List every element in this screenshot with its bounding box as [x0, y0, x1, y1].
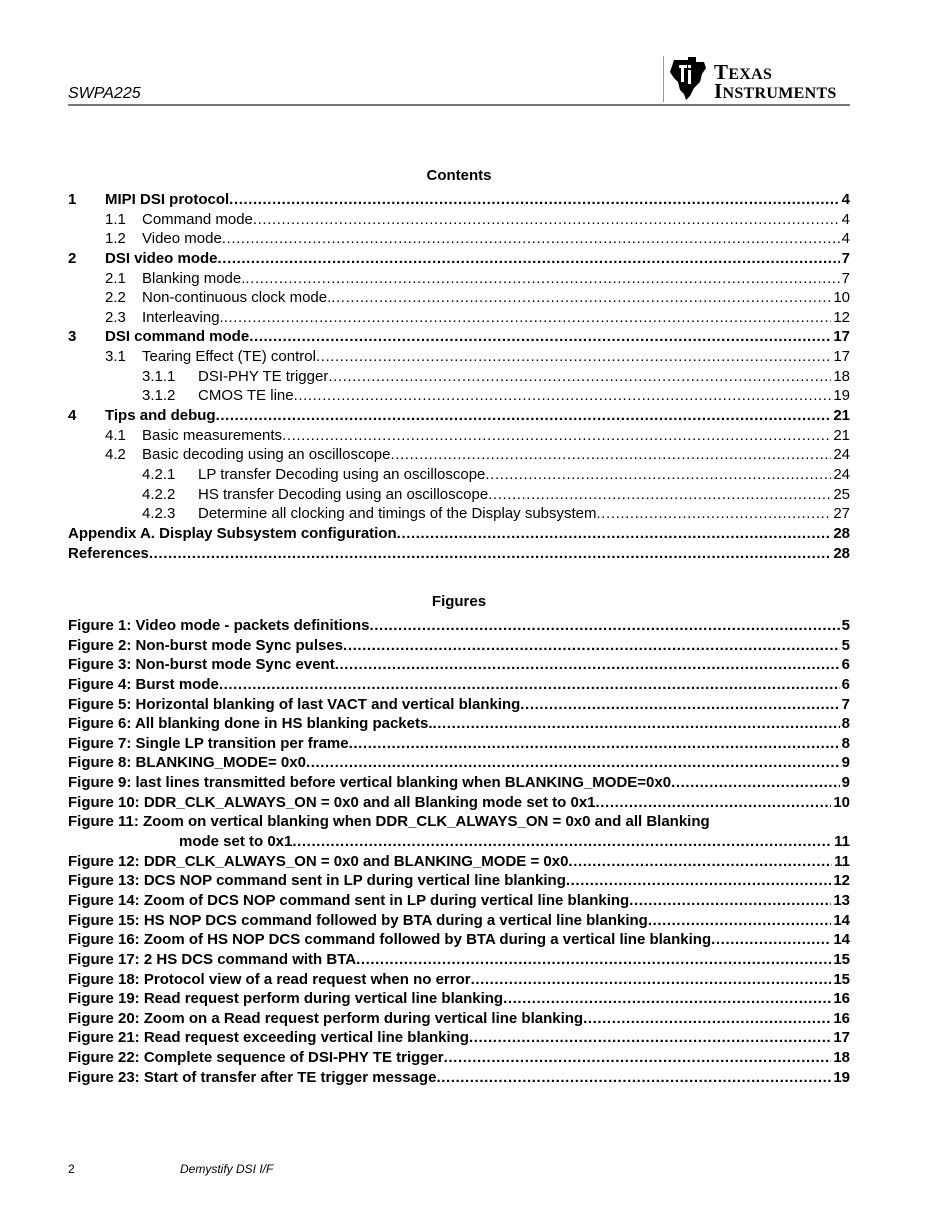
toc-entry-page: 25 [833, 485, 850, 503]
figure-entry-label: Figure 14: Zoom of DCS NOP command sent in LP during vertical line blanking [68, 891, 630, 909]
toc-entry[interactable] [68, 407, 850, 427]
toc-entry[interactable] [68, 446, 850, 466]
figure-entry-page: 11 [834, 833, 850, 851]
toc-entry[interactable] [68, 525, 850, 545]
figure-entry[interactable] [68, 990, 850, 1010]
toc-entry-number: 4 [68, 407, 77, 425]
toc-entry[interactable] [68, 270, 850, 290]
figure-entry-label: Figure 17: 2 HS DCS command with BTA [68, 950, 357, 968]
toc-entry-label: Interleaving. [142, 308, 224, 326]
figure-entry-page: 14 [833, 931, 850, 949]
figure-entry-label: Figure 3: Non-burst mode Sync event [68, 656, 335, 674]
toc-entry[interactable] [68, 368, 850, 388]
dot-leader [245, 270, 839, 287]
toc-entry[interactable] [68, 309, 850, 329]
toc-entry[interactable] [68, 545, 850, 565]
figure-entry[interactable] [68, 1069, 850, 1089]
dot-leader [648, 912, 831, 929]
figure-entry-label: Figure 4: Burst mode [68, 675, 219, 693]
toc-entry-number: 3 [68, 328, 77, 346]
toc-entry-label: LP transfer Decoding using an oscilloscope [198, 465, 486, 483]
dot-leader [229, 191, 839, 208]
figure-entry-label: Figure 11: Zoom on vertical blanking when DDR_CLK_ALWAYS_ON = 0x0 and all Blanking [68, 813, 710, 831]
dot-leader [218, 250, 840, 267]
figure-entry[interactable] [68, 872, 850, 892]
dot-leader [349, 735, 840, 752]
dot-leader [306, 754, 840, 771]
toc-entry-label: Basic measurements [142, 426, 283, 444]
dot-leader [216, 407, 832, 424]
toc-entry-label: Basic decoding using an oscilloscope [142, 446, 391, 464]
figure-entry-label: Figure 2: Non-burst mode Sync pulses [68, 636, 344, 654]
toc-entry-number: 3.1.2 [142, 387, 176, 405]
figure-entry-label: Figure 7: Single LP transition per frame [68, 734, 349, 752]
ti-logo [663, 56, 848, 102]
figure-entry-page: 14 [833, 911, 850, 929]
dot-leader [397, 525, 832, 542]
toc-entry-number: 2.3 [105, 308, 126, 326]
toc-entry-label: DSI video mode [105, 249, 218, 267]
dot-leader [356, 951, 831, 968]
header-rule [68, 104, 850, 106]
figure-entry-label: Figure 5: Horizontal blanking of last VACT and vertical blanking [68, 695, 521, 713]
figure-entry-label: Figure 21: Read request exceeding vertical line blanking [68, 1029, 469, 1047]
table-of-contents [68, 191, 850, 564]
toc-entry-label: MIPI DSI protocol [105, 191, 230, 208]
toc-entry-number: 2.2 [105, 289, 126, 307]
toc-entry-page: 4 [841, 191, 850, 208]
toc-entry[interactable] [68, 427, 850, 447]
dot-leader [629, 892, 831, 909]
toc-entry-label: HS transfer Decoding using an oscilloscope [198, 485, 489, 503]
figure-entry-label: Figure 20: Zoom on a Read request perform during vertical line blanking [68, 1009, 584, 1027]
toc-entry-number: 1.2 [105, 230, 126, 248]
toc-entry-number: 4.2 [105, 446, 126, 464]
figure-entry[interactable] [68, 715, 850, 735]
toc-entry-page: 19 [833, 387, 850, 405]
dot-leader [469, 1029, 831, 1046]
toc-entry-label: Tearing Effect (TE) control [142, 348, 316, 366]
dot-leader [391, 446, 832, 463]
figure-entry[interactable] [68, 617, 850, 637]
figure-entry-label: Figure 15: HS NOP DCS command followed by BTA during a vertical line blanking [68, 911, 648, 929]
toc-entry-number: 2 [68, 249, 77, 267]
toc-entry-page: 7 [841, 269, 850, 287]
toc-entry[interactable] [68, 466, 850, 486]
dot-leader [444, 1049, 832, 1066]
figure-entry-page: 10 [833, 793, 850, 811]
toc-entry-page: 18 [833, 367, 850, 385]
dot-leader [583, 1010, 831, 1027]
figure-entry-page: 11 [834, 852, 850, 870]
figure-entry[interactable] [68, 676, 850, 696]
dot-leader [485, 466, 831, 483]
toc-entry-number: 1 [68, 191, 77, 208]
figure-entry[interactable] [68, 853, 850, 873]
toc-entry[interactable] [68, 230, 850, 250]
dot-leader [292, 833, 832, 850]
figure-entry-page: 17 [833, 1029, 850, 1047]
toc-entry-label: Appendix A. Display Subsystem configuration [68, 524, 397, 542]
figure-entry-page: 12 [833, 872, 850, 890]
toc-entry-label: Determine all clocking and timings of the Display subsystem [198, 505, 597, 523]
footer-page-number: 2 [68, 1162, 75, 1176]
figure-entry-page: 6 [841, 675, 850, 693]
figure-entry-label-continued: mode set to 0x1 [179, 833, 293, 851]
dot-leader [222, 230, 840, 247]
dot-leader [328, 368, 831, 385]
toc-entry-label: DSI command mode [105, 328, 250, 346]
figure-entry-page: 5 [841, 636, 850, 654]
dot-leader [224, 309, 832, 326]
footer-doc-title: Demystify DSI I/F [180, 1162, 274, 1176]
figure-entry-label: Figure 6: All blanking done in HS blanking packets. [68, 715, 433, 733]
figure-entry[interactable] [68, 1029, 850, 1049]
figure-entry-page: 19 [833, 1068, 850, 1086]
figure-entry[interactable] [68, 1010, 850, 1030]
figure-entry-page: 15 [833, 950, 850, 968]
toc-entry-label: Video mode [142, 230, 222, 248]
toc-entry-number: 3.1.1 [142, 367, 176, 385]
figure-entry-page: 9 [841, 754, 850, 772]
figure-entry-page: 15 [833, 970, 850, 988]
figure-entry[interactable] [68, 637, 850, 657]
toc-entry-number: 2.1 [105, 269, 126, 287]
toc-entry[interactable] [68, 486, 850, 506]
figure-entry-label: Figure 23: Start of transfer after TE trigger message [68, 1068, 437, 1086]
dot-leader [566, 872, 831, 889]
figure-entry-page: 7 [841, 695, 850, 713]
toc-entry-page: 21 [833, 407, 850, 425]
figure-entry-page: 9 [841, 774, 850, 792]
toc-entry-page: 24 [833, 446, 850, 464]
toc-entry[interactable] [68, 191, 850, 211]
figure-entry-page: 16 [833, 990, 850, 1008]
figure-entry[interactable] [68, 696, 850, 716]
figure-entry[interactable] [68, 813, 850, 852]
figure-entry-page: 16 [833, 1009, 850, 1027]
dot-leader [711, 931, 831, 948]
dot-leader [597, 505, 832, 522]
toc-entry-label: Tips and debug [105, 407, 216, 425]
toc-entry-page: 17 [833, 328, 850, 346]
dot-leader [219, 676, 840, 693]
toc-entry-number: 1.1 [105, 210, 126, 228]
dot-leader [503, 990, 831, 1007]
document-id: SWPA225 [68, 85, 141, 102]
toc-entry-page: 4 [841, 210, 850, 228]
figure-entry-label: Figure 10: DDR_CLK_ALWAYS_ON = 0x0 and all Blanking mode set to 0x1 [68, 793, 596, 811]
dot-leader [294, 387, 832, 404]
toc-entry[interactable] [68, 211, 850, 231]
toc-entry-number: 3.1 [105, 348, 126, 366]
toc-entry[interactable] [68, 348, 850, 368]
dot-leader [249, 328, 831, 345]
toc-entry-number: 4.2.2 [142, 485, 176, 503]
dot-leader [488, 486, 831, 503]
dot-leader [596, 794, 832, 811]
toc-entry-page: 17 [833, 348, 850, 366]
figure-entry[interactable] [68, 951, 850, 971]
figures-title: Figures [431, 593, 487, 610]
figure-entry[interactable] [68, 892, 850, 912]
dot-leader [316, 348, 831, 365]
toc-entry-label: References [68, 544, 149, 562]
dot-leader [149, 545, 831, 562]
figure-entry-label: Figure 12: DDR_CLK_ALWAYS_ON = 0x0 and BLANKING_MODE = 0x0 [68, 852, 569, 870]
figure-entry-page: 8 [841, 734, 850, 752]
figure-entry-label: Figure 19: Read request perform during vertical line blanking [68, 990, 504, 1008]
figure-entry[interactable] [68, 971, 850, 991]
figure-entry-label: Figure 1: Video mode - packets definitions [68, 617, 370, 634]
toc-entry[interactable] [68, 387, 850, 407]
logo-text-line2: NSTRUMENTS [722, 85, 837, 102]
toc-entry-label: DSI-PHY TE trigger [198, 367, 329, 385]
figure-entry-page: 18 [833, 1049, 850, 1067]
dot-leader [568, 853, 832, 870]
dot-leader [671, 774, 840, 791]
ti-logo-icon [666, 56, 710, 102]
toc-entry[interactable] [68, 328, 850, 348]
toc-entry-page: 7 [841, 249, 850, 267]
toc-entry-label: Non-continuous clock mode. [142, 289, 332, 307]
dot-leader [253, 211, 840, 228]
list-of-figures [68, 617, 850, 1088]
toc-entry-label: CMOS TE line [198, 387, 294, 405]
contents-title: Contents [426, 167, 492, 184]
toc-entry[interactable] [68, 289, 850, 309]
figure-entry-label: Figure 8: BLANKING_MODE= 0x0 [68, 754, 306, 772]
figure-entry-page: 13 [833, 891, 850, 909]
logo-wordmark: TEXAS INSTRUMENTS [714, 60, 837, 103]
toc-entry-page: 12 [833, 308, 850, 326]
dot-leader [436, 1069, 831, 1086]
page-header [68, 52, 850, 108]
dot-leader [471, 971, 832, 988]
figure-entry-page: 6 [841, 656, 850, 674]
dot-leader [520, 696, 839, 713]
toc-entry-page: 21 [833, 426, 850, 444]
figure-entry-page: 8 [841, 715, 850, 733]
figure-entry[interactable] [68, 754, 850, 774]
figure-entry-label: Figure 22: Complete sequence of DSI-PHY TE trigger [68, 1049, 444, 1067]
dot-leader [282, 427, 831, 444]
figure-entry-label: Figure 18: Protocol view of a read request when no error [68, 970, 471, 988]
toc-entry-label: Command mode [142, 210, 253, 228]
toc-entry-number: 4.2.3 [142, 505, 176, 523]
figure-entry[interactable] [68, 774, 850, 794]
toc-entry-number: 4.2.1 [142, 465, 176, 483]
figure-entry[interactable] [68, 912, 850, 932]
dot-leader [335, 656, 840, 673]
figure-entry[interactable] [68, 794, 850, 814]
logo-text-line1: EXAS [728, 66, 773, 83]
toc-entry-page: 27 [833, 505, 850, 523]
figure-entry-label: Figure 16: Zoom of HS NOP DCS command followed by BTA during a vertical line blanking [68, 931, 712, 949]
toc-entry-label: Blanking mode. [142, 269, 246, 287]
toc-entry-number: 4.1 [105, 426, 126, 444]
figure-entry[interactable] [68, 931, 850, 951]
toc-entry-page: 28 [833, 524, 850, 542]
dot-leader [433, 715, 840, 732]
toc-entry-page: 28 [833, 544, 850, 562]
toc-entry[interactable] [68, 250, 850, 270]
figure-entry[interactable] [68, 735, 850, 755]
figure-entry[interactable] [68, 1049, 850, 1069]
toc-entry-page: 10 [833, 289, 850, 307]
figure-entry[interactable] [68, 656, 850, 676]
dot-leader [331, 289, 831, 306]
figure-entry-label: Figure 13: DCS NOP command sent in LP during vertical line blanking [68, 872, 566, 890]
dot-leader [343, 637, 840, 654]
figure-entry-label: Figure 9: last lines transmitted before vertical blanking when BLANKING_MODE=0x0 [68, 774, 672, 792]
figure-entry-page: 5 [841, 617, 850, 634]
toc-entry[interactable] [68, 505, 850, 525]
toc-entry-page: 4 [841, 230, 850, 248]
dot-leader [369, 617, 839, 634]
toc-entry-page: 24 [833, 465, 850, 483]
